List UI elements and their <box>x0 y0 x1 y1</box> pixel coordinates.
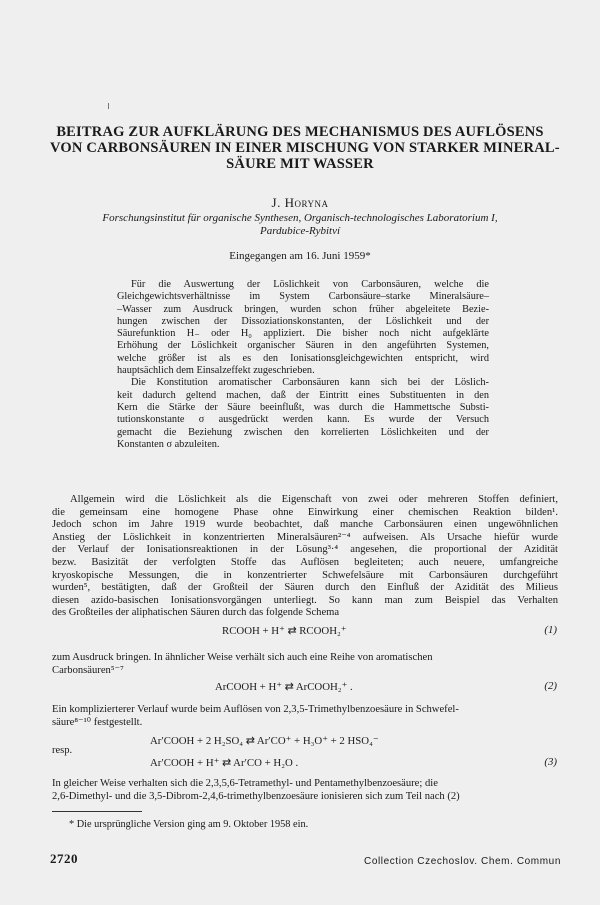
equation-number-3: (3) <box>544 756 557 768</box>
body-paragraph-3 <box>52 704 558 729</box>
body-line: der Verlauf der Ionisationsreaktionen in der Lösung³·⁴ angesehen, die proportional der Azidität <box>52 544 558 556</box>
body-paragraph <box>52 494 558 620</box>
abstract-line: Kern die Stärke der Säure beeinflußt, was durch die Hammettsche Substi- <box>117 401 489 413</box>
body-paragraph-4 <box>52 778 558 803</box>
affiliation-line: Pardubice-Rybitví <box>259 225 341 237</box>
abstract-line: hauptsächlich dem Einsalzeffekt zugeschrieben. <box>117 365 315 377</box>
body-line: Carbonsäuren⁵⁻⁷ <box>52 664 124 676</box>
body-line: bezw. Basizität der verfolgten Stoffe das Auflösen begleiteten; auch neuere, umfangreiche <box>52 556 558 568</box>
body-line: Jedoch schon im Jahre 1919 wurde beobachtet, daß manche Carbonsäuren einen ungewöhnlichen <box>52 519 558 531</box>
abstract-line: hungen zwischen der Dissoziationskonstanten, der Löslichkeit und der <box>117 315 489 327</box>
body-line: wurden⁵, bestätigten, daß der Großteil der Säuren durch den Einfluß der Azidität des Milieus <box>52 582 558 594</box>
body-paragraph-2 <box>52 652 558 677</box>
body-line: Allgemein wird die Löslichkeit als die Eigenschaft von zwei oder mehreren Stoffen definiert, <box>70 494 558 505</box>
abstract-line: tutionskonstante σ ausgedrückt werden kann. Es wurde der Versuch <box>117 414 489 426</box>
abstract-line: welche größer ist als es den Ionisationsgleichgewichten entspricht, wird <box>117 352 489 364</box>
equation-number-2: (2) <box>544 680 557 692</box>
page-number: 2720 <box>50 851 78 866</box>
abstract-line: Für die Auswertung der Löslichkeit von Carbonsäuren, welche die <box>131 279 489 290</box>
body-line: Anstieg der Löslichkeit in konzentrierten Mineralsäuren²⁻⁴ aufweisen. Als Ursache hiefür wurde <box>52 531 558 543</box>
body-line: zum Ausdruck bringen. In ähnlicher Weise verhält sich auch eine Reihe von aromatischen <box>52 652 433 663</box>
body-line: kryoskopische Messungen, die in konzentrierter Schwefelsäure mit Carbonsäuren durchgeführt <box>52 569 558 581</box>
body-line: diesen azido-basischen Ionisationsvorgängen unterliegt. So kann man zum Beispiel das Verhalten <box>52 594 558 606</box>
equation-1: RCOOH + H⁺ ⇄ RCOOH₂⁺ <box>222 625 347 637</box>
abstract-line: Gleichgewichtsverhältnisse im System Carbonsäure–starke Mineralsäure– <box>117 291 489 303</box>
journal-name: Collection Czechoslov. Chem. Commun <box>364 856 561 867</box>
affiliation-line: Forschungsinstitut für organische Synthesen, Organisch-technologisches Laboratorium I, <box>102 212 498 224</box>
equation-number-1: (1) <box>544 624 557 636</box>
equation-2: ArCOOH + H⁺ ⇄ ArCOOH₂⁺ . <box>215 681 353 693</box>
body-line: In gleicher Weise verhalten sich die 2,3,5,6-Tetramethyl- und Pentamethylbenzoesäure; die <box>52 778 438 789</box>
equation-3a: Ar′COOH + 2 H₂SO₄ ⇄ Ar′CO⁺ + H₃O⁺ + 2 HSO₄⁻ <box>150 735 379 747</box>
abstract-line: Die Konstitution aromatischer Carbonsäuren kann sich bei der Löslich- <box>131 377 489 389</box>
article-title <box>50 124 560 172</box>
equation-3b: Ar′COOH + H⁺ ⇄ Ar′CO + H₂O . <box>150 757 299 769</box>
abstract-line: –Wasser zum Ausdruck bringen, wurden schon früher abgeleitete Bezie- <box>117 303 489 315</box>
title-line: SÄURE MIT WASSER <box>226 156 374 172</box>
scan-mark <box>108 103 109 109</box>
body-line: die gemeinsam eine homogene Phase ohne Einwirkung einer chemischen Reaktion bilden¹. <box>52 506 558 518</box>
title-line: VON CARBONSÄUREN IN EINER MISCHUNG VON STARKER MINERAL- <box>50 140 560 156</box>
abstract-line: keit dadurch geltend machen, daß der Eintritt eines Substituenten in den <box>117 389 489 401</box>
affiliation <box>60 212 540 238</box>
footnote: * Die ursprüngliche Version ging am 9. Oktober 1958 ein. <box>69 819 309 830</box>
title-line: BEITRAG ZUR AUFKLÄRUNG DES MECHANISMUS DES AUFLÖSENS <box>56 124 544 140</box>
abstract-line: gemacht die Beziehung zwischen den korrelierten Löslichkeiten und der <box>117 426 489 438</box>
abstract-line: Erhöhung der Löslichkeit organischer Säuren in den angeführten Systemen, <box>117 340 489 352</box>
abstract <box>117 279 489 451</box>
received-date: Eingegangen am 16. Juni 1959* <box>229 250 371 262</box>
footnote-rule <box>52 811 142 812</box>
body-line: säure⁸⁻¹⁰ festgestellt. <box>52 716 143 728</box>
author-name: J. Horyna <box>271 195 329 210</box>
body-line: Ein komplizierterer Verlauf wurde beim Auflösen von 2,3,5-Trimethylbenzoesäure in Schwefel- <box>52 704 459 715</box>
body-line: 2,6-Dimethyl- und die 3,5-Dibrom-2,4,6-trimethylbenzoesäure ionisieren sich zum Teil nach (2) <box>52 790 460 802</box>
resp-label: resp. <box>52 745 73 756</box>
abstract-line: Säurefunktion H₋ oder H₀ appliziert. Die bisher noch nicht aufgeklärte <box>117 328 489 340</box>
body-line: des Großteiles der aliphatischen Säuren durch das folgende Schema <box>52 607 340 619</box>
abstract-line: Konstanten σ abzuleiten. <box>117 438 220 450</box>
